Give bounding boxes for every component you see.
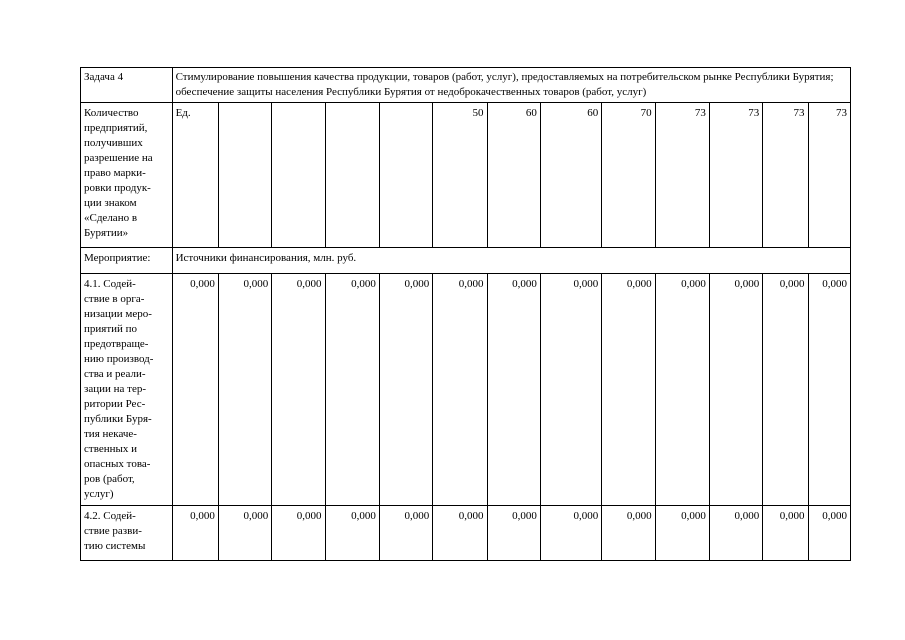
- funding-value: 0,000: [808, 274, 850, 506]
- indicator-value: 73: [655, 103, 709, 248]
- indicator-value: [325, 103, 379, 248]
- funding-value: 0,000: [325, 506, 379, 561]
- indicator-value: 70: [602, 103, 655, 248]
- funding-sources-label: Источники финансирования, млн. руб.: [172, 248, 850, 274]
- funding-value: 0,000: [763, 506, 808, 561]
- activity-4-1-row: [81, 274, 851, 506]
- funding-value: 0,000: [540, 274, 601, 506]
- funding-value: 0,000: [325, 274, 379, 506]
- funding-value: 0,000: [709, 274, 762, 506]
- indicator-value: 60: [487, 103, 540, 248]
- funding-value: 0,000: [379, 274, 432, 506]
- funding-value: 0,000: [218, 274, 271, 506]
- activity-4-2-row: [81, 506, 851, 561]
- funding-value: 0,000: [272, 506, 325, 561]
- measure-label: Мероприятие:: [81, 248, 173, 274]
- indicator-value: 60: [540, 103, 601, 248]
- indicator-unit: Ед.: [172, 103, 218, 248]
- indicator-label: Количество предприятий, получивших разрешение на право марки- ровки продук- ции знаком «Сделано в Бурятии»: [81, 103, 173, 248]
- indicator-value: 73: [808, 103, 850, 248]
- funding-value: 0,000: [433, 506, 487, 561]
- funding-value: 0,000: [172, 506, 218, 561]
- funding-value: 0,000: [808, 506, 850, 561]
- indicator-row: [81, 103, 851, 248]
- indicator-value: 73: [763, 103, 808, 248]
- funding-value: 0,000: [487, 274, 540, 506]
- indicator-value: 73: [709, 103, 762, 248]
- measure-row: [81, 248, 851, 274]
- funding-value: 0,000: [487, 506, 540, 561]
- funding-value: 0,000: [602, 506, 655, 561]
- indicator-value: 50: [433, 103, 487, 248]
- funding-value: 0,000: [655, 506, 709, 561]
- indicator-value: [379, 103, 432, 248]
- funding-value: 0,000: [763, 274, 808, 506]
- funding-value: 0,000: [602, 274, 655, 506]
- funding-value: 0,000: [272, 274, 325, 506]
- task-description: Стимулирование повышения качества продукции, товаров (работ, услуг), предоставляемых на потребительском рынке Республики Бурятия; обеспечение защиты населения Республики Бурятия от недоброкачественных товаров (работ, услуг): [172, 68, 850, 103]
- funding-value: 0,000: [709, 506, 762, 561]
- task-row: [81, 68, 851, 103]
- funding-value: 0,000: [172, 274, 218, 506]
- funding-value: 0,000: [433, 274, 487, 506]
- funding-value: 0,000: [655, 274, 709, 506]
- task-label: Задача 4: [81, 68, 173, 103]
- indicator-value: [218, 103, 271, 248]
- funding-value: 0,000: [218, 506, 271, 561]
- indicator-value: [272, 103, 325, 248]
- funding-value: 0,000: [379, 506, 432, 561]
- program-table: [80, 67, 851, 561]
- activity-4-2-label: 4.2. Содей- ствие разви- тию системы: [81, 506, 173, 561]
- funding-value: 0,000: [540, 506, 601, 561]
- activity-4-1-label: 4.1. Содей- ствие в орга- низации меро- приятий по предотвраще- нию производ- ства и реали- зации на тер- ритории Рес- публики Буря- тия некаче- ственных и опасных това- ров (работ, услуг): [81, 274, 173, 506]
